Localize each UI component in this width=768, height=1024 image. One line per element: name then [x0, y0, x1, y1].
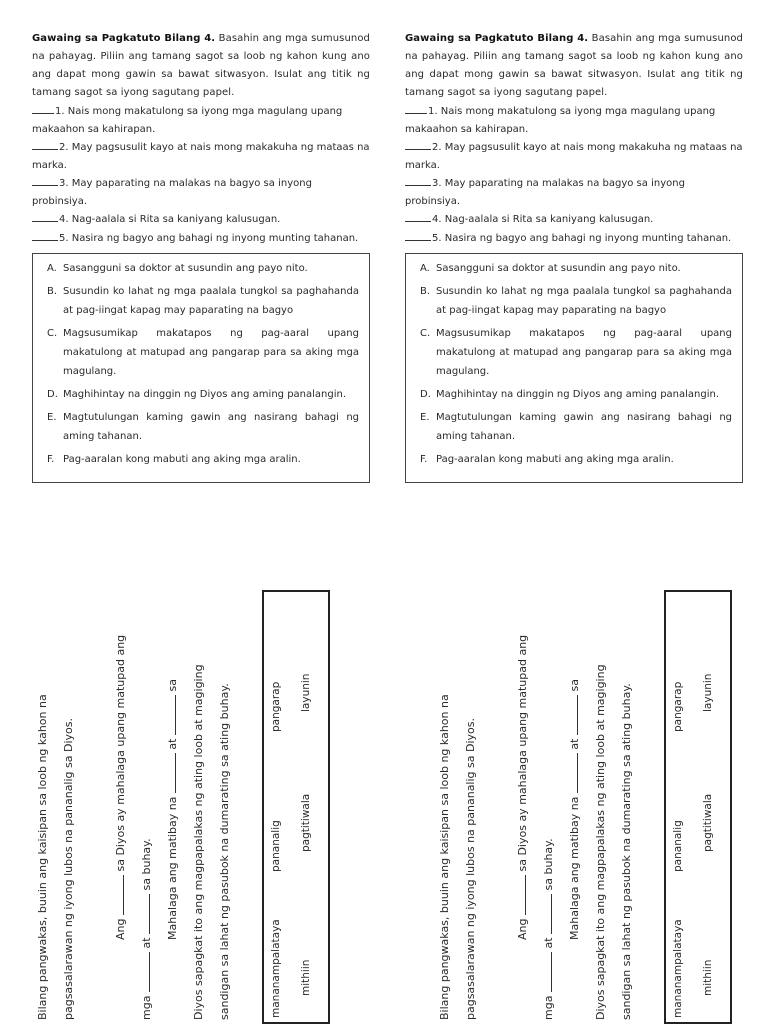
word-bank-word: layunin — [702, 673, 714, 712]
closing-line: Bilang pangwakas, buuin ang kaisipan sa loob ng kahon na — [36, 694, 49, 1020]
activity-title: Gawaing sa Pagkatuto Bilang 4. — [32, 33, 216, 44]
item-text: 1. Nais mong makatulong sa iyong mga magulang upang makaahon sa kahirapan. — [405, 106, 716, 135]
activity-panel-left — [32, 30, 370, 483]
choice-text: Maghihintay na dinggin ng Diyos ang aming panalangin. — [436, 389, 720, 400]
choice-text: Magtutulungan kaming gawin ang nasirang bahagi ng aming tahanan. — [63, 412, 359, 442]
closing-line: pagsasalarawan ng iyong lubos na pananalig sa Diyos. — [62, 718, 75, 1020]
answer-blank[interactable] — [405, 230, 431, 241]
closing-line: Mahalaga ang matibay na at sa — [562, 590, 588, 1024]
closing-line: mga at sa buhay. — [536, 590, 562, 1024]
choice-text: Susundin ko lahat ng mga paalala tungkol sa paghahanda at pag-iingat kapag may paparating na bagyo — [436, 286, 732, 316]
choices-box — [405, 253, 743, 483]
choice-letter: F. — [47, 454, 55, 465]
choice-letter: D. — [420, 389, 431, 400]
item-text: 1. Nais mong makatulong sa iyong mga magulang upang makaahon sa kahirapan. — [32, 106, 343, 135]
word-bank-word: pananalig — [270, 820, 282, 872]
choice-text: Sasangguni sa doktor at susundin ang payo nito. — [436, 263, 681, 274]
choice-item — [47, 385, 359, 404]
closing-line: mga at sa buhay. — [134, 590, 160, 1024]
choice-letter: D. — [47, 389, 58, 400]
fill-blank[interactable] — [137, 952, 150, 992]
answer-blank[interactable] — [405, 211, 431, 222]
word-bank-box — [262, 590, 330, 1024]
word-bank-word: pangarap — [672, 681, 684, 732]
activity-title: Gawaing sa Pagkatuto Bilang 4. — [405, 33, 589, 44]
item-list — [32, 103, 370, 247]
closing-line: Diyos sapagkat ito ang magpapalakas ng ating loob at magiging — [192, 664, 205, 1020]
choice-text: Maghihintay na dinggin ng Diyos ang aming panalangin. — [63, 389, 347, 400]
closing-activity-rotated — [432, 590, 714, 1024]
answer-blank[interactable] — [405, 175, 431, 186]
choice-item — [420, 324, 732, 381]
fill-blank[interactable] — [163, 695, 176, 735]
activity-intro — [405, 30, 743, 102]
word-bank-word: pananalig — [672, 820, 684, 872]
item-list — [405, 103, 743, 247]
fill-blank[interactable] — [163, 753, 176, 793]
word-bank-word: pagtitiwala — [300, 793, 312, 852]
word-bank-word: layunin — [300, 673, 312, 712]
list-item — [405, 211, 743, 229]
list-item — [32, 103, 370, 138]
answer-blank[interactable] — [32, 103, 54, 114]
item-text: 5. Nasira ng bagyo ang bahagi ng inyong munting tahanan. — [59, 232, 359, 244]
fill-blank[interactable] — [565, 753, 578, 793]
choice-letter: F. — [420, 454, 428, 465]
activity-instructions: Basahin ang mga sumusunod na pahayag. Piliin ang tamang sagot sa loob ng kahon kung ano ang dapat mong gawin sa bawat sitwasyon. Isulat ang titik ng tamang sagot sa iyong sagutang papel. — [32, 33, 371, 98]
word-bank-word: mananampalataya — [270, 919, 282, 1018]
choice-letter: C. — [420, 328, 431, 339]
list-item — [32, 230, 370, 248]
closing-activity-left — [30, 590, 360, 1024]
choice-item — [47, 408, 359, 446]
word-bank-word: pangarap — [270, 681, 282, 732]
choice-text: Magsusumikap makatapos ng pag-aaral upang makatulong at matupad ang pangarap para sa aking mga magulang. — [436, 328, 732, 377]
list-item — [32, 211, 370, 229]
closing-line: Bilang pangwakas, buuin ang kaisipan sa loob ng kahon na — [438, 694, 451, 1020]
item-text: 4. Nag-aalala si Rita sa kaniyang kalusugan. — [432, 214, 654, 225]
choice-item — [47, 450, 359, 469]
word-bank-box — [664, 590, 732, 1024]
fill-blank[interactable] — [137, 894, 150, 934]
choice-letter: B. — [420, 286, 431, 297]
choice-text: Magsusumikap makatapos ng pag-aaral upang makatulong at matupad ang pangarap para sa aking mga magulang. — [63, 328, 359, 377]
list-item — [405, 103, 743, 138]
closing-line: Mahalaga ang matibay na at sa — [160, 590, 186, 1024]
closing-line: sandigan sa lahat ng pasubok na dumarating sa ating buhay. — [218, 683, 231, 1020]
list-item — [32, 139, 370, 174]
choice-item — [420, 282, 732, 320]
choice-item — [47, 282, 359, 320]
item-text: 5. Nasira ng bagyo ang bahagi ng inyong munting tahanan. — [432, 232, 732, 244]
choice-item — [420, 385, 732, 404]
fill-blank[interactable] — [539, 952, 552, 992]
choice-letter: A. — [47, 263, 57, 274]
list-item — [405, 139, 743, 174]
list-item — [32, 175, 370, 210]
choice-letter: A. — [420, 263, 430, 274]
answer-blank[interactable] — [32, 175, 58, 186]
item-text: 2. May pagsusulit kayo at nais mong makakuha ng mataas na marka. — [405, 142, 743, 171]
list-item — [405, 230, 743, 248]
fill-blank[interactable] — [539, 894, 552, 934]
answer-blank[interactable] — [405, 139, 431, 150]
choice-letter: B. — [47, 286, 58, 297]
fill-blank[interactable] — [513, 875, 526, 915]
closing-line: pagsasalarawan ng iyong lubos na pananalig sa Diyos. — [464, 718, 477, 1020]
list-item — [405, 175, 743, 210]
choice-letter: E. — [420, 412, 430, 423]
closing-activity-rotated — [30, 590, 312, 1024]
activity-intro — [32, 30, 370, 102]
activity-instructions: Basahin ang mga sumusunod na pahayag. Piliin ang tamang sagot sa loob ng kahon kung ano ang dapat mong gawin sa bawat sitwasyon. Isulat ang titik ng tamang sagot sa iyong sagutang papel. — [405, 33, 744, 98]
choice-item — [47, 324, 359, 381]
answer-blank[interactable] — [32, 139, 58, 150]
answer-blank[interactable] — [32, 230, 58, 241]
choice-text: Pag-aaralan kong mabuti ang aking mga aralin. — [63, 454, 301, 465]
word-bank-word: mithiin — [702, 959, 714, 996]
item-text: 3. May paparating na malakas na bagyo sa inyong probinsiya. — [405, 178, 685, 207]
choice-letter: C. — [47, 328, 58, 339]
item-text: 3. May paparating na malakas na bagyo sa inyong probinsiya. — [32, 178, 312, 207]
closing-line: Diyos sapagkat ito ang magpapalakas ng ating loob at magiging — [594, 664, 607, 1020]
choice-text: Susundin ko lahat ng mga paalala tungkol sa paghahanda at pag-iingat kapag may paparating na bagyo — [63, 286, 359, 316]
closing-activity-right — [432, 590, 762, 1024]
choice-item — [420, 408, 732, 446]
answer-blank[interactable] — [32, 211, 58, 222]
choice-text: Pag-aaralan kong mabuti ang aking mga aralin. — [436, 454, 674, 465]
choice-item — [420, 259, 732, 278]
closing-line: Ang sa Diyos ay mahalaga upang matupad ang — [108, 590, 134, 1024]
closing-line: sandigan sa lahat ng pasubok na dumarating sa ating buhay. — [620, 683, 633, 1020]
choice-item — [47, 259, 359, 278]
answer-blank[interactable] — [405, 103, 427, 114]
activity-panel-right — [405, 30, 743, 483]
choice-letter: E. — [47, 412, 57, 423]
closing-line: Ang sa Diyos ay mahalaga upang matupad ang — [510, 590, 536, 1024]
choice-text: Magtutulungan kaming gawin ang nasirang bahagi ng aming tahanan. — [436, 412, 732, 442]
fill-blank[interactable] — [565, 695, 578, 735]
choice-text: Sasangguni sa doktor at susundin ang payo nito. — [63, 263, 308, 274]
choices-box — [32, 253, 370, 483]
choice-item — [420, 450, 732, 469]
word-bank-word: mananampalataya — [672, 919, 684, 1018]
word-bank-word: pagtitiwala — [702, 793, 714, 852]
word-bank-word: mithiin — [300, 959, 312, 996]
fill-blank[interactable] — [111, 875, 124, 915]
item-text: 2. May pagsusulit kayo at nais mong makakuha ng mataas na marka. — [32, 142, 370, 171]
item-text: 4. Nag-aalala si Rita sa kaniyang kalusugan. — [59, 214, 281, 225]
